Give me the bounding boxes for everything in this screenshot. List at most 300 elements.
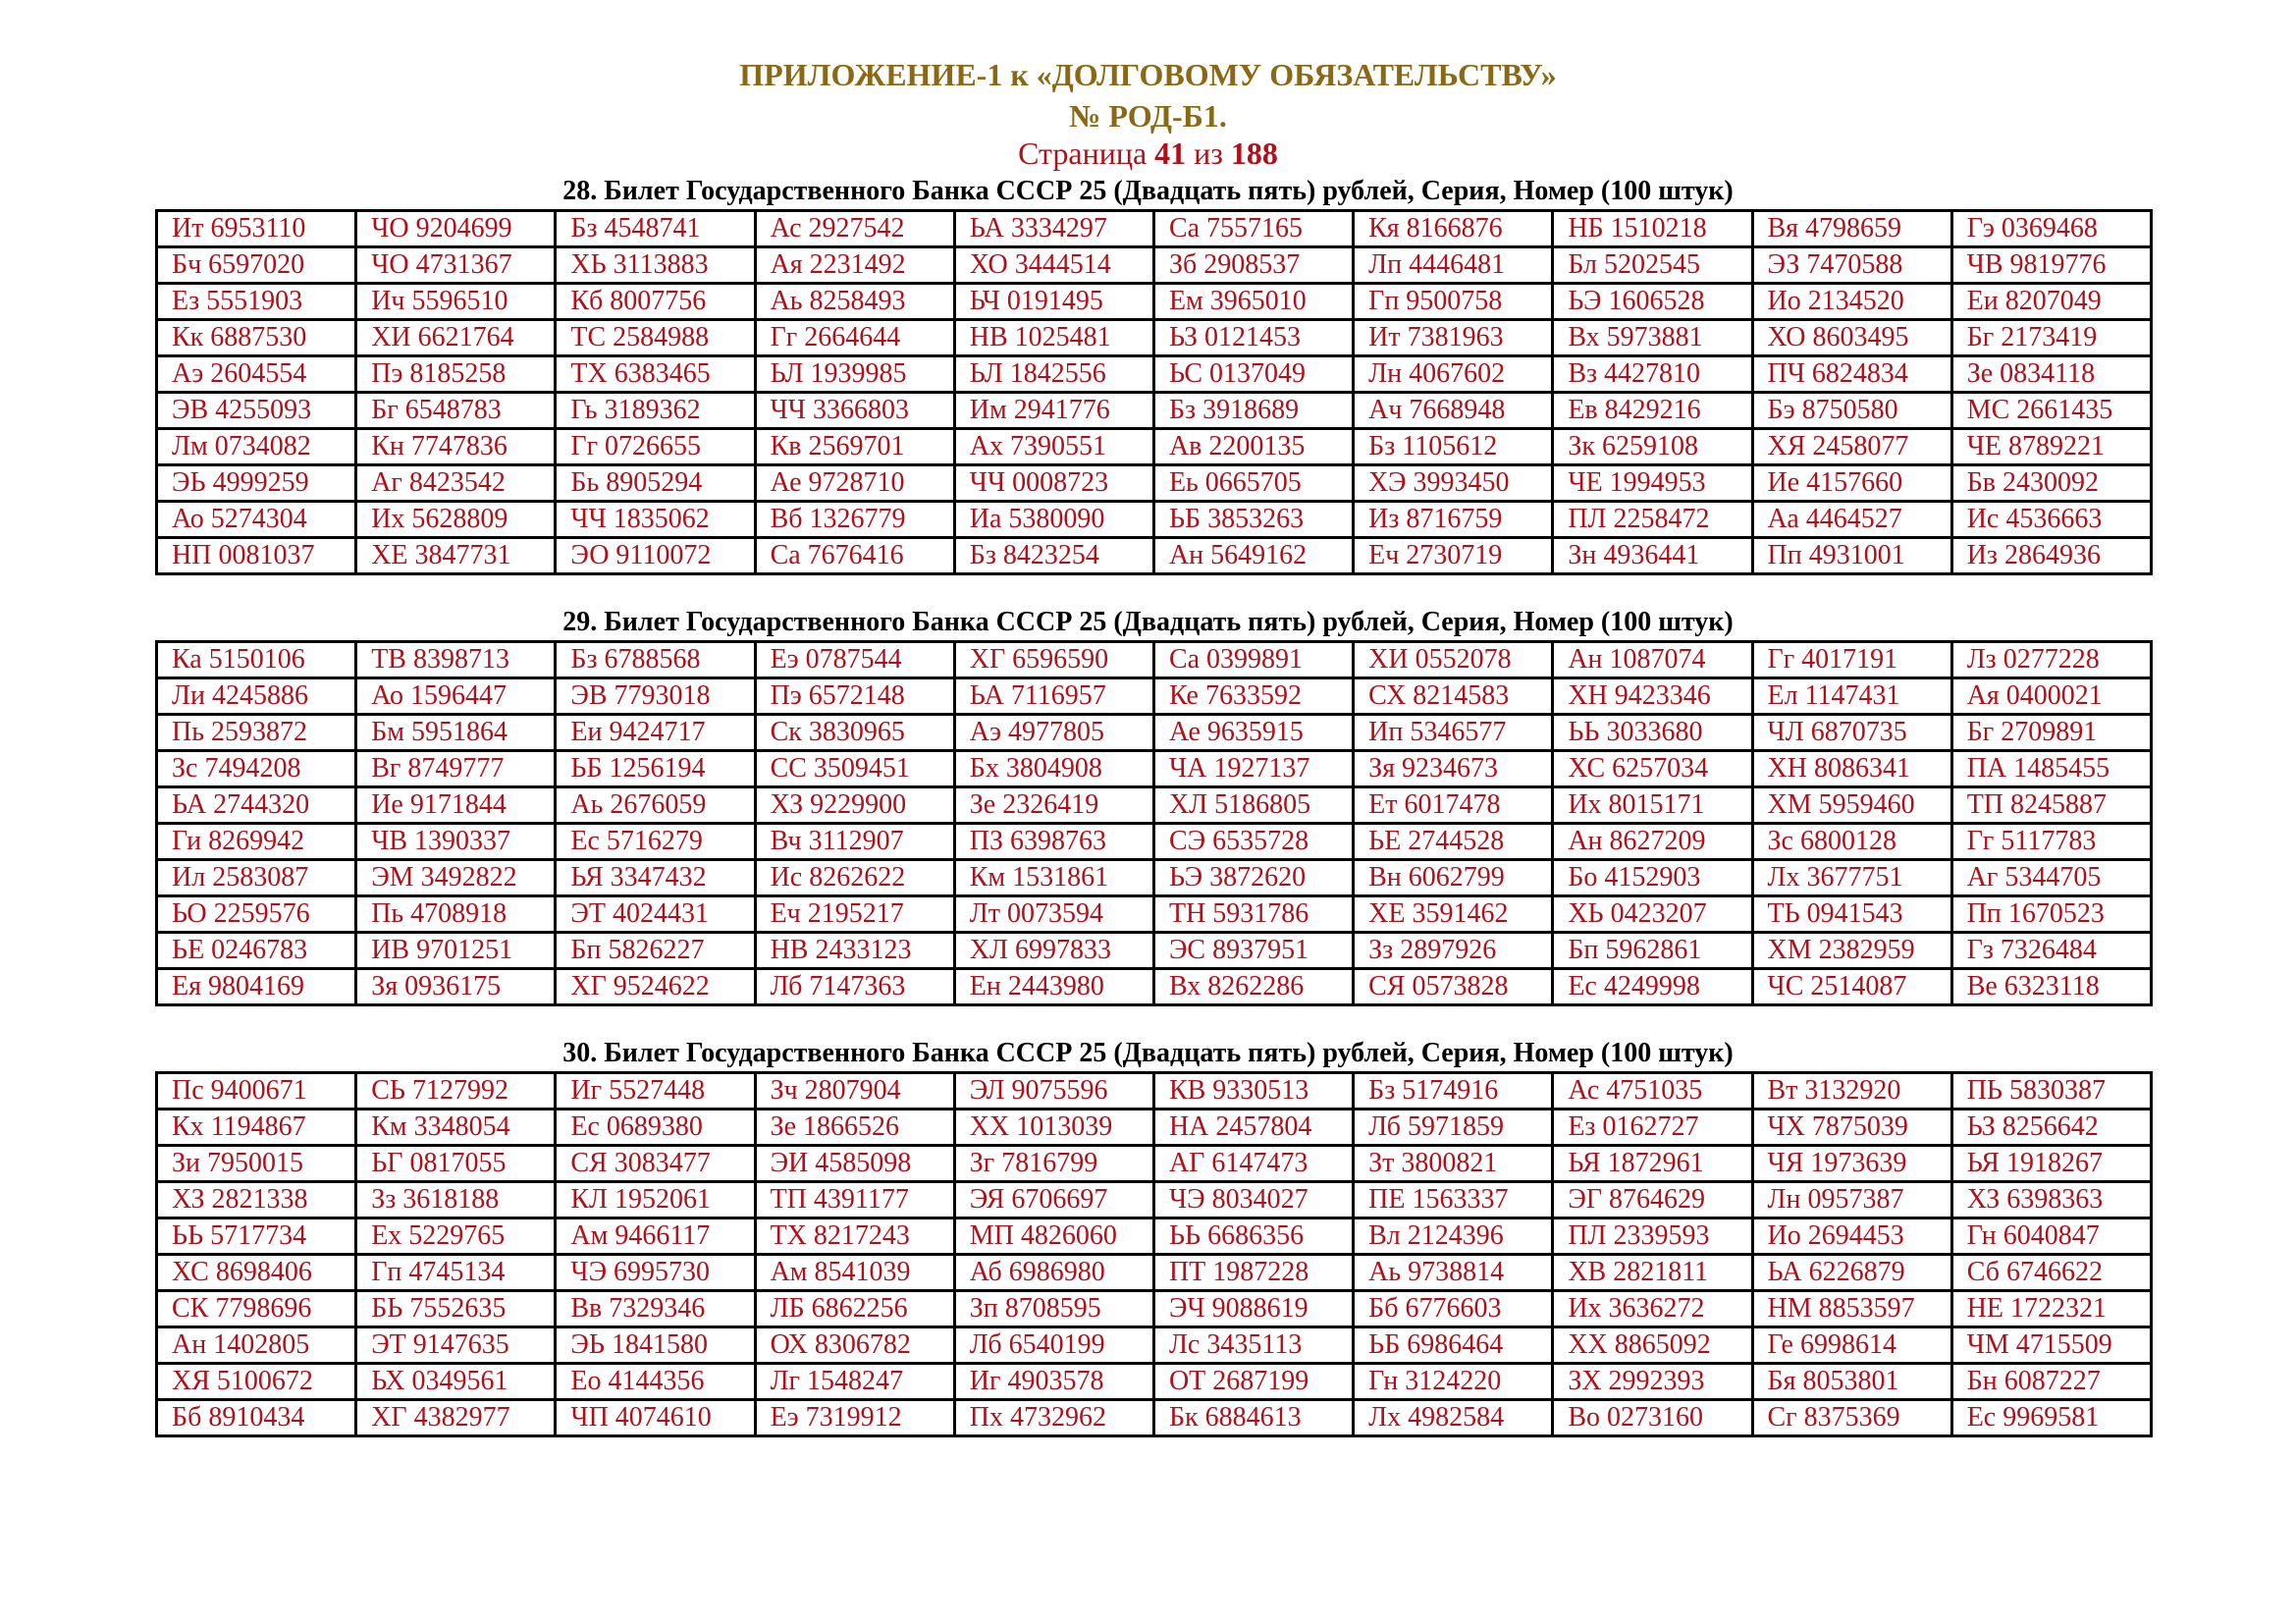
ticket-cell: Кх 1194867 bbox=[157, 1110, 356, 1146]
ticket-cell: Еи 9424717 bbox=[556, 715, 755, 751]
ticket-cell: МС 2661435 bbox=[1951, 393, 2151, 429]
ticket-cell: Ел 1147431 bbox=[1752, 678, 1951, 715]
ticket-cell: ЧХ 7875039 bbox=[1752, 1110, 1951, 1146]
ticket-cell: НА 2457804 bbox=[1153, 1110, 1353, 1146]
ticket-cell: ЧЕ 8789221 bbox=[1951, 429, 2151, 465]
ticket-cell: ЧМ 4715509 bbox=[1951, 1327, 2151, 1364]
ticket-cell: Пь 2593872 bbox=[157, 715, 356, 751]
ticket-cell: Кн 7747836 bbox=[356, 429, 556, 465]
ticket-cell: АГ 6147473 bbox=[1153, 1146, 1353, 1182]
ticket-cell: ЧЧ 0008723 bbox=[954, 465, 1153, 502]
ticket-cell: ОХ 8306782 bbox=[755, 1327, 954, 1364]
ticket-cell: ЧЧ 1835062 bbox=[556, 502, 755, 538]
ticket-cell: ХО 8603495 bbox=[1752, 320, 1951, 356]
ticket-cell: ТС 2584988 bbox=[556, 320, 755, 356]
ticket-cell: Зт 3800821 bbox=[1354, 1146, 1553, 1182]
ticket-cell: Лс 3435113 bbox=[1153, 1327, 1353, 1364]
ticket-cell: ЬЗ 8256642 bbox=[1951, 1110, 2151, 1146]
ticket-cell: Гз 7326484 bbox=[1951, 933, 2151, 969]
ticket-cell: ХЯ 5100672 bbox=[157, 1364, 356, 1400]
ticket-cell: ЧА 1927137 bbox=[1153, 751, 1353, 787]
ticket-cell: Ке 7633592 bbox=[1153, 678, 1353, 715]
ticket-cell: ХЬ 0423207 bbox=[1553, 896, 1752, 933]
ticket-cell: Бп 5962861 bbox=[1553, 933, 1752, 969]
ticket-cell: Бг 2709891 bbox=[1951, 715, 2151, 751]
table-row bbox=[157, 642, 2152, 678]
table-row bbox=[157, 715, 2152, 751]
ticket-cell: ЬЯ 1872961 bbox=[1553, 1146, 1752, 1182]
ticket-cell: Лх 3677751 bbox=[1752, 860, 1951, 896]
ticket-cell: ХГ 6596590 bbox=[954, 642, 1153, 678]
ticket-cell: СЯ 0573828 bbox=[1354, 969, 1553, 1005]
ticket-cell: Ес 9969581 bbox=[1951, 1400, 2151, 1436]
ticket-cell: ХН 9423346 bbox=[1553, 678, 1752, 715]
ticket-cell: НБ 1510218 bbox=[1553, 211, 1752, 247]
ticket-cell: Ил 2583087 bbox=[157, 860, 356, 896]
page-indicator bbox=[0, 135, 2296, 171]
ticket-cell: Вт 3132920 bbox=[1752, 1073, 1951, 1110]
ticket-cell: ЧС 2514087 bbox=[1752, 969, 1951, 1005]
ticket-cell: Ам 9466117 bbox=[556, 1218, 755, 1255]
ticket-cell: ХО 3444514 bbox=[954, 247, 1153, 284]
ticket-cell: ХС 8698406 bbox=[157, 1255, 356, 1291]
ticket-cell: Вз 4427810 bbox=[1553, 356, 1752, 393]
ticket-cell: КЛ 1952061 bbox=[556, 1182, 755, 1218]
ticket-cell: Ае 9728710 bbox=[755, 465, 954, 502]
ticket-cell: БЬ 7552635 bbox=[356, 1291, 556, 1327]
ticket-cell: Ес 0689380 bbox=[556, 1110, 755, 1146]
ticket-cell: ЬЬ 6686356 bbox=[1153, 1218, 1353, 1255]
page-current: 41 bbox=[1154, 135, 1187, 171]
ticket-cell: ЬЛ 1842556 bbox=[954, 356, 1153, 393]
ticket-cell: ЭМ 3492822 bbox=[356, 860, 556, 896]
ticket-cell: Ес 4249998 bbox=[1553, 969, 1752, 1005]
table-row bbox=[157, 247, 2152, 284]
ticket-cell: ХВ 2821811 bbox=[1553, 1255, 1752, 1291]
ticket-cell: Ип 5346577 bbox=[1354, 715, 1553, 751]
ticket-cell: ПЬ 5830387 bbox=[1951, 1073, 2151, 1110]
ticket-cell: Кв 2569701 bbox=[755, 429, 954, 465]
table-row bbox=[157, 393, 2152, 429]
ticket-cell: ЭТ 4024431 bbox=[556, 896, 755, 933]
ticket-cell: Бз 8423254 bbox=[954, 538, 1153, 574]
ticket-cell: Бг 6548783 bbox=[356, 393, 556, 429]
ticket-cell: Сб 6746622 bbox=[1951, 1255, 2151, 1291]
table-row bbox=[157, 1110, 2152, 1146]
table-row bbox=[157, 1255, 2152, 1291]
ticket-cell: Км 3348054 bbox=[356, 1110, 556, 1146]
ticket-cell: Ие 9171844 bbox=[356, 787, 556, 824]
ticket-cell: Еь 0665705 bbox=[1153, 465, 1353, 502]
ticket-cell: Лн 4067602 bbox=[1354, 356, 1553, 393]
ticket-cell: ЬГ 0817055 bbox=[356, 1146, 556, 1182]
ticket-cell: Зз 3618188 bbox=[356, 1182, 556, 1218]
ticket-cell: Са 7557165 bbox=[1153, 211, 1353, 247]
table-row bbox=[157, 284, 2152, 320]
ticket-cell: ХЛ 6997833 bbox=[954, 933, 1153, 969]
ticket-cell: ТВ 8398713 bbox=[356, 642, 556, 678]
ticket-cell: Гг 5117783 bbox=[1951, 824, 2151, 860]
ticket-cell: Зб 2908537 bbox=[1153, 247, 1353, 284]
ticket-cell: Вл 2124396 bbox=[1354, 1218, 1553, 1255]
ticket-cell: Ех 5229765 bbox=[356, 1218, 556, 1255]
document-title: ПРИЛОЖЕНИЕ-1 к «ДОЛГОВОМУ ОБЯЗАТЕЛЬСТВУ» bbox=[739, 57, 1557, 92]
ticket-cell: Из 2864936 bbox=[1951, 538, 2151, 574]
ticket-cell: Вх 5973881 bbox=[1553, 320, 1752, 356]
ticket-cell: Зя 0936175 bbox=[356, 969, 556, 1005]
table-row bbox=[157, 429, 2152, 465]
ticket-cell: ЬЕ 0246783 bbox=[157, 933, 356, 969]
ticket-cell: Ио 2694453 bbox=[1752, 1218, 1951, 1255]
ticket-cell: ЬЬ 3033680 bbox=[1553, 715, 1752, 751]
ticket-table-28 bbox=[155, 209, 2153, 575]
ticket-cell: Кк 6887530 bbox=[157, 320, 356, 356]
ticket-cell: ПА 1485455 bbox=[1951, 751, 2151, 787]
ticket-cell: Ея 9804169 bbox=[157, 969, 356, 1005]
ticket-cell: Лм 0734082 bbox=[157, 429, 356, 465]
table-row bbox=[157, 1291, 2152, 1327]
ticket-cell: Бн 6087227 bbox=[1951, 1364, 2151, 1400]
ticket-cell: ЬО 2259576 bbox=[157, 896, 356, 933]
ticket-cell: Лт 0073594 bbox=[954, 896, 1153, 933]
ticket-cell: Лх 4982584 bbox=[1354, 1400, 1553, 1436]
table-row bbox=[157, 1218, 2152, 1255]
ticket-cell: ЬЭ 1606528 bbox=[1553, 284, 1752, 320]
table-row bbox=[157, 751, 2152, 787]
ticket-cell: ХЕ 3847731 bbox=[356, 538, 556, 574]
ticket-cell: Ли 4245886 bbox=[157, 678, 356, 715]
ticket-cell: КВ 9330513 bbox=[1153, 1073, 1353, 1110]
ticket-cell: Ая 2231492 bbox=[755, 247, 954, 284]
ticket-cell: ХН 8086341 bbox=[1752, 751, 1951, 787]
ticket-cell: НВ 1025481 bbox=[954, 320, 1153, 356]
ticket-cell: Ис 4536663 bbox=[1951, 502, 2151, 538]
ticket-cell: ТХ 6383465 bbox=[556, 356, 755, 393]
ticket-cell: Лп 4446481 bbox=[1354, 247, 1553, 284]
section-title-30: 30. Билет Государственного Банка СССР 25 (Двадцать пять) рублей, Серия, Номер (100 штук) bbox=[562, 1038, 1734, 1068]
ticket-cell: Бз 4548741 bbox=[556, 211, 755, 247]
ticket-cell: ЬЛ 1939985 bbox=[755, 356, 954, 393]
ticket-cell: Лн 0957387 bbox=[1752, 1182, 1951, 1218]
ticket-cell: Км 1531861 bbox=[954, 860, 1153, 896]
ticket-cell: Ие 4157660 bbox=[1752, 465, 1951, 502]
ticket-cell: Зн 4936441 bbox=[1553, 538, 1752, 574]
ticket-cell: ЭИ 4585098 bbox=[755, 1146, 954, 1182]
ticket-cell: Аэ 2604554 bbox=[157, 356, 356, 393]
ticket-cell: Аэ 4977805 bbox=[954, 715, 1153, 751]
ticket-cell: ЛБ 6862256 bbox=[755, 1291, 954, 1327]
ticket-cell: Аб 6986980 bbox=[954, 1255, 1153, 1291]
ticket-cell: Во 0273160 bbox=[1553, 1400, 1752, 1436]
ticket-cell: НП 0081037 bbox=[157, 538, 356, 574]
ticket-cell: Бл 5202545 bbox=[1553, 247, 1752, 284]
ticket-cell: ЬС 0137049 bbox=[1153, 356, 1353, 393]
ticket-cell: Бб 8910434 bbox=[157, 1400, 356, 1436]
ticket-cell: ЧВ 1390337 bbox=[356, 824, 556, 860]
ticket-cell: Ас 2927542 bbox=[755, 211, 954, 247]
ticket-cell: СХ 8214583 bbox=[1354, 678, 1553, 715]
ticket-cell: Ез 0162727 bbox=[1553, 1110, 1752, 1146]
ticket-cell: ПЛ 2339593 bbox=[1553, 1218, 1752, 1255]
ticket-cell: Иг 5527448 bbox=[556, 1073, 755, 1110]
ticket-cell: ЬЬ 5717734 bbox=[157, 1218, 356, 1255]
ticket-cell: ХМ 2382959 bbox=[1752, 933, 1951, 969]
ticket-cell: Лз 0277228 bbox=[1951, 642, 2151, 678]
ticket-cell: ПЗ 6398763 bbox=[954, 824, 1153, 860]
ticket-cell: Еч 2195217 bbox=[755, 896, 954, 933]
ticket-cell: Ги 8269942 bbox=[157, 824, 356, 860]
ticket-cell: Еч 2730719 bbox=[1354, 538, 1553, 574]
ticket-cell: Зг 7816799 bbox=[954, 1146, 1153, 1182]
ticket-cell: Гп 9500758 bbox=[1354, 284, 1553, 320]
ticket-cell: Пс 9400671 bbox=[157, 1073, 356, 1110]
ticket-cell: ЭЯ 6706697 bbox=[954, 1182, 1153, 1218]
ticket-cell: ЬБ 3853263 bbox=[1153, 502, 1353, 538]
ticket-cell: Ае 9635915 bbox=[1153, 715, 1353, 751]
ticket-cell: Ге 6998614 bbox=[1752, 1327, 1951, 1364]
ticket-cell: Гг 4017191 bbox=[1752, 642, 1951, 678]
ticket-cell: ХГ 4382977 bbox=[356, 1400, 556, 1436]
ticket-cell: Ан 5649162 bbox=[1153, 538, 1353, 574]
ticket-cell: ОТ 2687199 bbox=[1153, 1364, 1353, 1400]
ticket-cell: Лб 7147363 bbox=[755, 969, 954, 1005]
ticket-cell: ПТ 1987228 bbox=[1153, 1255, 1353, 1291]
ticket-cell: НВ 2433123 bbox=[755, 933, 954, 969]
ticket-cell: ЭЗ 7470588 bbox=[1752, 247, 1951, 284]
table-row bbox=[157, 320, 2152, 356]
ticket-cell: ЭТ 9147635 bbox=[356, 1327, 556, 1364]
ticket-cell: Бм 5951864 bbox=[356, 715, 556, 751]
table-row bbox=[157, 824, 2152, 860]
table-row bbox=[157, 1073, 2152, 1110]
ticket-cell: Их 3636272 bbox=[1553, 1291, 1752, 1327]
table-row bbox=[157, 502, 2152, 538]
ticket-cell: ЬЯ 1918267 bbox=[1951, 1146, 2151, 1182]
ticket-cell: ХЯ 2458077 bbox=[1752, 429, 1951, 465]
table-row bbox=[157, 211, 2152, 247]
ticket-cell: Вя 4798659 bbox=[1752, 211, 1951, 247]
ticket-cell: НЕ 1722321 bbox=[1951, 1291, 2151, 1327]
ticket-cell: Ве 6323118 bbox=[1951, 969, 2151, 1005]
ticket-cell: Вн 6062799 bbox=[1354, 860, 1553, 896]
ticket-cell: ЧВ 9819776 bbox=[1951, 247, 2151, 284]
table-row bbox=[157, 356, 2152, 393]
ticket-cell: Еэ 0787544 bbox=[755, 642, 954, 678]
ticket-cell: Са 0399891 bbox=[1153, 642, 1353, 678]
ticket-cell: Бь 8905294 bbox=[556, 465, 755, 502]
ticket-cell: Гн 6040847 bbox=[1951, 1218, 2151, 1255]
ticket-cell: Их 5628809 bbox=[356, 502, 556, 538]
ticket-cell: Иг 4903578 bbox=[954, 1364, 1153, 1400]
ticket-cell: Еэ 7319912 bbox=[755, 1400, 954, 1436]
ticket-cell: Аг 5344705 bbox=[1951, 860, 2151, 896]
ticket-cell: ЭО 9110072 bbox=[556, 538, 755, 574]
table-row bbox=[157, 1327, 2152, 1364]
ticket-cell: ХЗ 2821338 bbox=[157, 1182, 356, 1218]
ticket-cell: ХМ 5959460 bbox=[1752, 787, 1951, 824]
ticket-cell: ЬБ 6986464 bbox=[1354, 1327, 1553, 1364]
ticket-cell: ЭВ 4255093 bbox=[157, 393, 356, 429]
page-separator: из bbox=[1194, 135, 1223, 171]
ticket-cell: Бб 6776603 bbox=[1354, 1291, 1553, 1327]
ticket-cell: Бэ 8750580 bbox=[1752, 393, 1951, 429]
ticket-cell: ХЕ 3591462 bbox=[1354, 896, 1553, 933]
ticket-cell: Кя 8166876 bbox=[1354, 211, 1553, 247]
ticket-cell: Бг 2173419 bbox=[1951, 320, 2151, 356]
ticket-cell: ХЭ 3993450 bbox=[1354, 465, 1553, 502]
ticket-cell: Бз 3918689 bbox=[1153, 393, 1353, 429]
ticket-cell: Ан 1402805 bbox=[157, 1327, 356, 1364]
ticket-cell: Ао 5274304 bbox=[157, 502, 356, 538]
table-row bbox=[157, 678, 2152, 715]
ticket-cell: ЬХ 0349561 bbox=[356, 1364, 556, 1400]
section-title-29: 29. Билет Государственного Банка СССР 25 (Двадцать пять) рублей, Серия, Номер (100 штук) bbox=[562, 607, 1734, 637]
ticket-cell: ЧЛ 6870735 bbox=[1752, 715, 1951, 751]
ticket-cell: Бч 6597020 bbox=[157, 247, 356, 284]
ticket-cell: Ан 1087074 bbox=[1553, 642, 1752, 678]
ticket-cell: ТЬ 0941543 bbox=[1752, 896, 1951, 933]
ticket-cell: Ач 7668948 bbox=[1354, 393, 1553, 429]
ticket-cell: Вг 8749777 bbox=[356, 751, 556, 787]
ticket-cell: ХХ 1013039 bbox=[954, 1110, 1153, 1146]
ticket-cell: Аа 4464527 bbox=[1752, 502, 1951, 538]
ticket-cell: Ет 6017478 bbox=[1354, 787, 1553, 824]
ticket-cell: Ас 4751035 bbox=[1553, 1073, 1752, 1110]
ticket-cell: ХГ 9524622 bbox=[556, 969, 755, 1005]
ticket-cell: Зп 8708595 bbox=[954, 1291, 1153, 1327]
ticket-cell: ЬА 3334297 bbox=[954, 211, 1153, 247]
ticket-cell: Бо 4152903 bbox=[1553, 860, 1752, 896]
table-row bbox=[157, 1146, 2152, 1182]
ticket-cell: ХС 6257034 bbox=[1553, 751, 1752, 787]
ticket-cell: ЭЛ 9075596 bbox=[954, 1073, 1153, 1110]
ticket-cell: ЬЯ 3347432 bbox=[556, 860, 755, 896]
ticket-cell: Лб 5971859 bbox=[1354, 1110, 1553, 1146]
ticket-cell: Зе 2326419 bbox=[954, 787, 1153, 824]
table-row bbox=[157, 969, 2152, 1005]
ticket-cell: Им 2941776 bbox=[954, 393, 1153, 429]
ticket-cell: ЭГ 8764629 bbox=[1553, 1182, 1752, 1218]
ticket-cell: ЭЧ 9088619 bbox=[1153, 1291, 1353, 1327]
ticket-cell: НМ 8853597 bbox=[1752, 1291, 1951, 1327]
ticket-cell: ПЧ 6824834 bbox=[1752, 356, 1951, 393]
ticket-cell: ХЗ 6398363 bbox=[1951, 1182, 2151, 1218]
ticket-cell: Ав 2200135 bbox=[1153, 429, 1353, 465]
ticket-cell: Из 8716759 bbox=[1354, 502, 1553, 538]
ticket-cell: Ес 5716279 bbox=[556, 824, 755, 860]
ticket-cell: ЬЭ 3872620 bbox=[1153, 860, 1353, 896]
ticket-cell: Пь 4708918 bbox=[356, 896, 556, 933]
ticket-cell: Вв 7329346 bbox=[556, 1291, 755, 1327]
ticket-cell: ХЬ 3113883 bbox=[556, 247, 755, 284]
ticket-cell: ЭС 8937951 bbox=[1153, 933, 1353, 969]
ticket-cell: Гп 4745134 bbox=[356, 1255, 556, 1291]
ticket-cell: Пх 4732962 bbox=[954, 1400, 1153, 1436]
ticket-cell: ПЛ 2258472 bbox=[1553, 502, 1752, 538]
ticket-cell: ЬА 6226879 bbox=[1752, 1255, 1951, 1291]
ticket-cell: ЧЯ 1973639 bbox=[1752, 1146, 1951, 1182]
ticket-cell: ЬЗ 0121453 bbox=[1153, 320, 1353, 356]
ticket-cell: Пэ 6572148 bbox=[755, 678, 954, 715]
ticket-cell: ТП 8245887 bbox=[1951, 787, 2151, 824]
ticket-cell: Зе 1866526 bbox=[755, 1110, 954, 1146]
ticket-cell: Зс 6800128 bbox=[1752, 824, 1951, 860]
ticket-cell: МП 4826060 bbox=[954, 1218, 1153, 1255]
ticket-cell: ХХ 8865092 bbox=[1553, 1327, 1752, 1364]
ticket-cell: Их 8015171 bbox=[1553, 787, 1752, 824]
ticket-cell: ЭВ 7793018 bbox=[556, 678, 755, 715]
ticket-cell: Пп 4931001 bbox=[1752, 538, 1951, 574]
ticket-cell: Иа 5380090 bbox=[954, 502, 1153, 538]
ticket-cell: ЧП 4074610 bbox=[556, 1400, 755, 1436]
ticket-cell: ЬБ 1256194 bbox=[556, 751, 755, 787]
ticket-cell: ПЕ 1563337 bbox=[1354, 1182, 1553, 1218]
table-row bbox=[157, 896, 2152, 933]
ticket-cell: Вб 1326779 bbox=[755, 502, 954, 538]
ticket-cell: Ев 8429216 bbox=[1553, 393, 1752, 429]
ticket-cell: Бя 8053801 bbox=[1752, 1364, 1951, 1400]
page-total: 188 bbox=[1230, 135, 1278, 171]
ticket-cell: Еи 8207049 bbox=[1951, 284, 2151, 320]
ticket-table-29 bbox=[155, 640, 2153, 1006]
ticket-cell: Ео 4144356 bbox=[556, 1364, 755, 1400]
ticket-cell: Зе 0834118 bbox=[1951, 356, 2151, 393]
ticket-cell: Пэ 8185258 bbox=[356, 356, 556, 393]
ticket-cell: Ао 1596447 bbox=[356, 678, 556, 715]
ticket-cell: Сг 8375369 bbox=[1752, 1400, 1951, 1436]
ticket-cell: ЧЭ 8034027 bbox=[1153, 1182, 1353, 1218]
ticket-cell: Зч 2807904 bbox=[755, 1073, 954, 1110]
ticket-cell: Бп 5826227 bbox=[556, 933, 755, 969]
ticket-cell: Ис 8262622 bbox=[755, 860, 954, 896]
ticket-cell: СЭ 6535728 bbox=[1153, 824, 1353, 860]
table-row bbox=[157, 538, 2152, 574]
ticket-cell: Аг 8423542 bbox=[356, 465, 556, 502]
ticket-cell: Ан 8627209 bbox=[1553, 824, 1752, 860]
ticket-cell: Ио 2134520 bbox=[1752, 284, 1951, 320]
section-title-28: 28. Билет Государственного Банка СССР 25 (Двадцать пять) рублей, Серия, Номер (100 штук) bbox=[562, 176, 1734, 206]
ticket-cell: СС 3509451 bbox=[755, 751, 954, 787]
ticket-table-30 bbox=[155, 1071, 2153, 1437]
ticket-cell: Бк 6884613 bbox=[1153, 1400, 1353, 1436]
ticket-cell: ЗХ 2992393 bbox=[1553, 1364, 1752, 1400]
ticket-cell: ХЗ 9229900 bbox=[755, 787, 954, 824]
ticket-cell: ХЛ 5186805 bbox=[1153, 787, 1353, 824]
ticket-cell: ЧО 4731367 bbox=[356, 247, 556, 284]
ticket-cell: ТП 4391177 bbox=[755, 1182, 954, 1218]
ticket-cell: Ем 3965010 bbox=[1153, 284, 1353, 320]
ticket-cell: ТХ 8217243 bbox=[755, 1218, 954, 1255]
ticket-cell: ЧЕ 1994953 bbox=[1553, 465, 1752, 502]
table-row bbox=[157, 933, 2152, 969]
page-prefix: Страница bbox=[1018, 135, 1148, 171]
ticket-cell: Бх 3804908 bbox=[954, 751, 1153, 787]
ticket-cell: ЬЧ 0191495 bbox=[954, 284, 1153, 320]
ticket-cell: СК 7798696 bbox=[157, 1291, 356, 1327]
ticket-cell: Ич 5596510 bbox=[356, 284, 556, 320]
ticket-cell: Зс 7494208 bbox=[157, 751, 356, 787]
ticket-cell: Вч 3112907 bbox=[755, 824, 954, 860]
ticket-cell: Ск 3830965 bbox=[755, 715, 954, 751]
ticket-cell: ТН 5931786 bbox=[1153, 896, 1353, 933]
ticket-cell: ЬА 7116957 bbox=[954, 678, 1153, 715]
document-number: № РОД-Б1. bbox=[1069, 98, 1227, 134]
ticket-cell: Кб 8007756 bbox=[556, 284, 755, 320]
ticket-cell: ЭЬ 1841580 bbox=[556, 1327, 755, 1364]
ticket-cell: Ит 7381963 bbox=[1354, 320, 1553, 356]
ticket-cell: Бв 2430092 bbox=[1951, 465, 2151, 502]
ticket-cell: Вх 8262286 bbox=[1153, 969, 1353, 1005]
